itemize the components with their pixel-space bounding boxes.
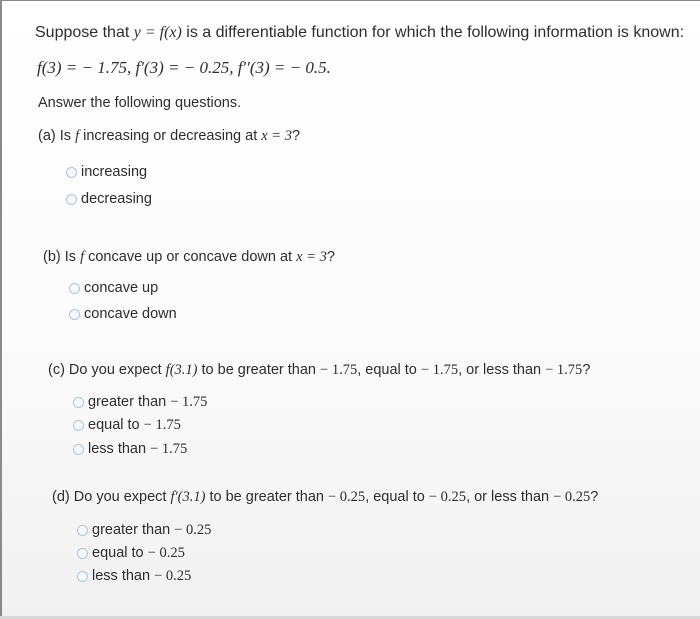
question-a: (a) Is f increasing or decreasing at x = 3? — [38, 128, 301, 144]
question-c: (c) Do you expect f(3.1) to be greater than − 1.75, equal to − 1.75, or less than − 1.75? — [48, 362, 591, 378]
option-d-less-than[interactable]: less than − 0.25 — [77, 568, 191, 585]
option-a-decreasing[interactable]: decreasing — [66, 191, 152, 207]
radio-icon[interactable] — [77, 548, 88, 559]
option-b-concave-down[interactable]: concave down — [69, 306, 177, 322]
option-d-equal-to[interactable]: equal to − 0.25 — [77, 545, 185, 562]
question-d: (d) Do you expect f′(3.1) to be greater than − 0.25, equal to − 0.25, or less than − 0.25? — [52, 489, 599, 505]
radio-icon[interactable] — [66, 167, 77, 178]
radio-icon[interactable] — [69, 309, 80, 320]
radio-icon[interactable] — [73, 420, 84, 431]
intro-suffix: is a differentiable function for which the following information is known: — [181, 24, 685, 41]
option-d-greater-than[interactable]: greater than − 0.25 — [77, 522, 211, 539]
option-c-greater-than[interactable]: greater than − 1.75 — [73, 394, 207, 411]
option-b-concave-up[interactable]: concave up — [69, 280, 158, 296]
option-c-equal-to[interactable]: equal to − 1.75 — [73, 417, 181, 434]
radio-icon[interactable] — [73, 397, 84, 408]
intro-prefix: Suppose that — [35, 24, 134, 41]
frame-top-border — [0, 0, 700, 1]
radio-icon[interactable] — [66, 194, 77, 205]
intro-text — [35, 24, 684, 42]
radio-icon[interactable] — [73, 444, 84, 455]
radio-icon[interactable] — [69, 283, 80, 294]
option-c-less-than[interactable]: less than − 1.75 — [73, 441, 187, 458]
given-values-text: f(3) = − 1.75, f′(3) = − 0.25, f′′(3) = − 0.5. — [37, 58, 331, 77]
question-b: (b) Is f concave up or concave down at x = 3? — [43, 249, 335, 265]
radio-icon[interactable] — [77, 571, 88, 582]
option-a-increasing[interactable]: increasing — [66, 164, 147, 180]
radio-icon[interactable] — [77, 525, 88, 536]
given-values — [37, 58, 331, 78]
instruction-text: Answer the following questions. — [38, 95, 242, 111]
frame-left-border — [0, 0, 2, 619]
intro-function-expression: y = f(x) — [133, 24, 182, 41]
